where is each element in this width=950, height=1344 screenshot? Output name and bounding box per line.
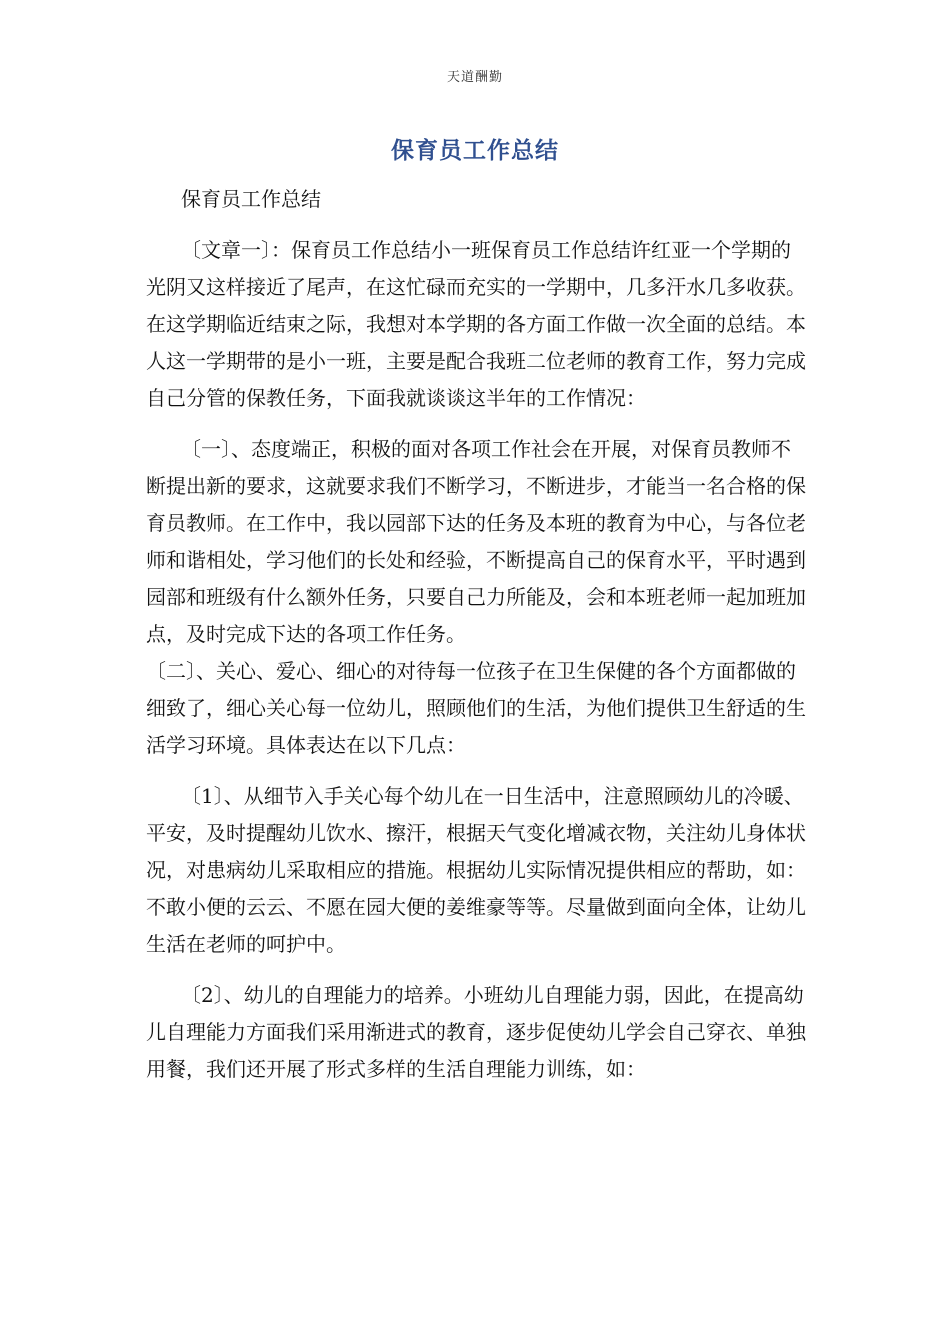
paragraph-section-two: 〔二〕、关心、爱心、细心的对待每一位孩子在卫生保健的各个方面都做的细致了，细心关心每一位幼儿，照顾他们的生活，为他们提供卫生舒适的生活学习环境。具体表达在以下几点： (146, 659, 806, 757)
page-header: 天道酬勤 (446, 70, 503, 85)
paragraph-section-one: 〔一〕、态度端正，积极的面对各项工作社会在开展，对保育员教师不断提出新的要求，这就要求我们不断学习，不断进步，才能当一名合格的保育员教师。在工作中，我以园部下达的任务及本班的教育为中心，与各位老师和谐相处，学习他们的长处和经验，不断提高自己的保育水平，平时遇到园部和班级有什么额外任务，只要自己力所能及，会和本班老师一起加班加点，及时完成下达的各项工作任务。 (146, 437, 806, 646)
document-subtitle: 保育员工作总结 (181, 187, 321, 211)
document-title: 保育员工作总结 (391, 138, 559, 164)
paragraph-point-one: 〔1〕、从细节入手关心每个幼儿在一日生活中，注意照顾幼儿的冷暖、平安，及时提醒幼儿饮水、擦汗，根据天气变化增减衣物，关注幼儿身体状况，对患病幼儿采取相应的措施。根据幼儿实际情况提供相应的帮助，如：不敢小便的云云、不愿在园大便的姜维豪等等。尽量做到面向全体，让幼儿生活在老师的呵护中。 (146, 784, 806, 956)
paragraph-point-two: 〔2〕、幼儿的自理能力的培养。小班幼儿自理能力弱，因此，在提高幼儿自理能力方面我们采用渐进式的教育，逐步促使幼儿学会自己穿衣、单独用餐，我们还开展了形式多样的生活自理能力训练，如： (146, 983, 806, 1081)
paragraph-article-one: 〔文章一〕：保育员工作总结小一班保育员工作总结许红亚一个学期的光阴又这样接近了尾声，在这忙碌而充实的一学期中，几多汗水几多收获。在这学期临近结束之际，我想对本学期的各方面工作做一次全面的总结。本人这一学期带的是小一班，主要是配合我班二位老师的教育工作，努力完成自己分管的保教任务，下面我就谈谈这半年的工作情况： (146, 238, 806, 410)
document-body (146, 181, 806, 1088)
